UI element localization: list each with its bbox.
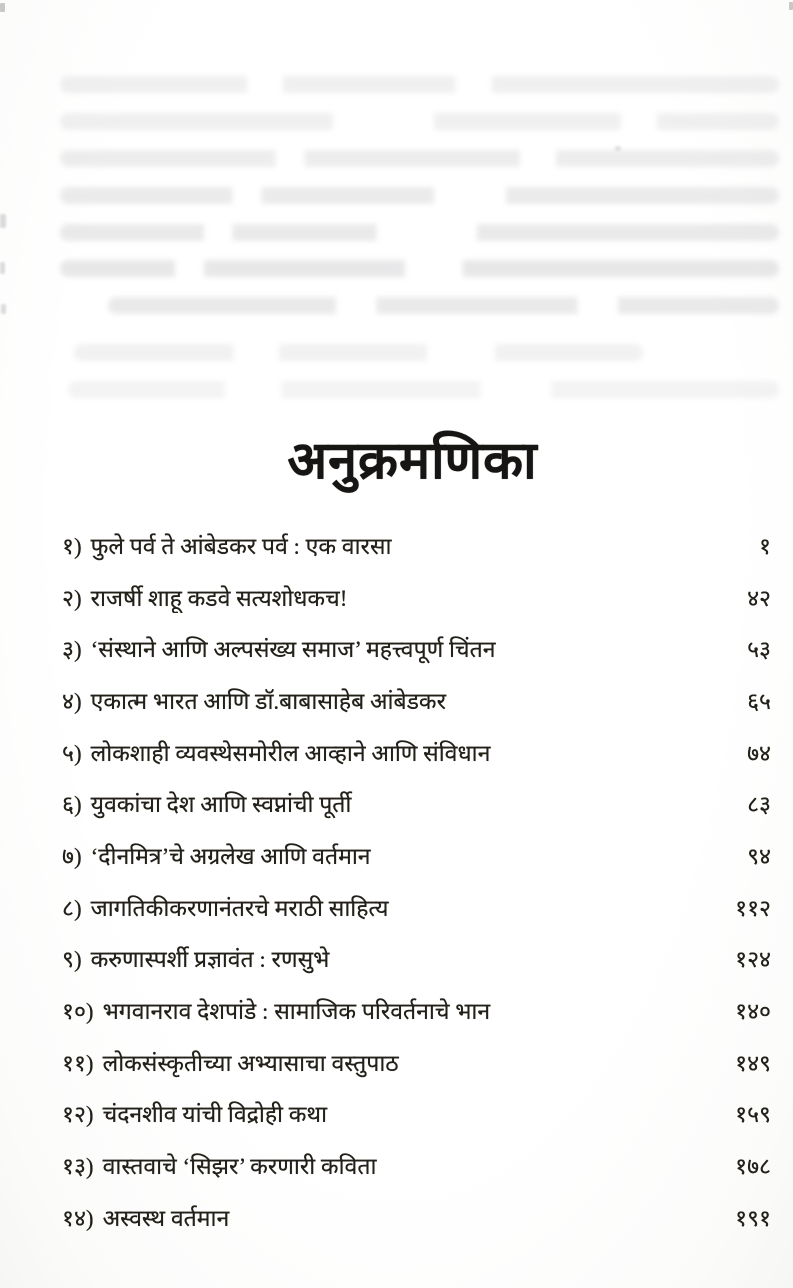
toc-entry-page: १४० — [735, 999, 771, 1025]
toc-entry-page: ६५ — [747, 688, 771, 714]
toc-entry — [62, 519, 771, 571]
bleedthrough-text-line — [60, 113, 779, 130]
bleedthrough-text-line — [108, 297, 779, 314]
toc-entry-text: अस्वस्थ वर्तमान — [102, 1205, 230, 1231]
toc-entry — [62, 674, 771, 726]
toc-entry-title — [62, 994, 723, 1026]
toc-entry-number: १) — [62, 533, 82, 559]
toc-entry-title — [62, 942, 723, 974]
toc-entry-page: ५३ — [747, 637, 771, 663]
toc-entry-text: जागतिकीकरणानंतरचे मराठी साहित्य — [90, 895, 389, 921]
scan-speck — [0, 262, 5, 274]
toc-entry-number: ७) — [62, 843, 82, 869]
toc-entry-number: १२) — [62, 1102, 94, 1128]
scan-artifact-top-left — [0, 3, 5, 12]
toc-entry-text: भगवानराव देशपांडे : सामाजिक परिवर्तनाचे भान — [102, 999, 491, 1025]
toc-entry — [62, 1036, 771, 1088]
toc-entry — [62, 829, 771, 881]
toc-entry-title — [62, 787, 735, 819]
toc-entry-text: युवकांचा देश आणि स्वप्नांची पूर्ती — [90, 792, 352, 818]
bleedthrough-text-line — [60, 187, 779, 204]
toc-entry — [62, 984, 771, 1036]
bleedthrough-text-line — [60, 150, 779, 167]
bleedthrough-text-line — [68, 381, 779, 398]
toc-entry-title — [62, 1097, 723, 1129]
toc-entry-text: ‘संस्थाने आणि अल्पसंख्य समाज’ महत्त्वपूर्ण चिंतन — [90, 637, 496, 663]
toc-entry-number: ३) — [62, 637, 82, 663]
toc-entry-text: एकात्म भारत आणि डॉ.बाबासाहेब आंबेडकर — [90, 688, 446, 714]
toc-entry-text: करुणास्पर्शी प्रज्ञावंत : रणसुभे — [90, 947, 330, 973]
toc-entry-number: १४) — [62, 1205, 94, 1231]
toc-entry-title — [62, 736, 735, 768]
toc-entry-title — [62, 529, 747, 561]
toc-entry — [62, 726, 771, 778]
toc-entry-title — [62, 891, 723, 923]
toc-entry-title — [62, 1201, 723, 1233]
toc-entry-number: २) — [62, 585, 82, 611]
bleedthrough-text-line — [60, 260, 779, 277]
toc-entry-page: ११२ — [735, 895, 771, 921]
toc-entry-text: ‘दीनमित्र’चे अग्रलेख आणि वर्तमान — [90, 843, 371, 869]
scan-speck — [0, 214, 6, 228]
page-title: अनुक्रमणिका — [287, 432, 538, 490]
toc-entry-text: राजर्षी शाहू कडवे सत्यशोधकच! — [90, 585, 348, 611]
toc-entry-number: ४) — [62, 688, 82, 714]
toc-entry-title — [62, 1046, 723, 1078]
toc-entry-title — [62, 684, 735, 716]
toc-entry — [62, 933, 771, 985]
toc-entry-title — [62, 1149, 723, 1181]
toc-entry — [62, 1088, 771, 1140]
toc-entry-page: १४९ — [735, 1050, 771, 1076]
toc-entry — [62, 1139, 771, 1191]
toc-entry-text: लोकसंस्कृतीच्या अभ्यासाचा वस्तुपाठ — [102, 1050, 399, 1076]
toc-entry — [62, 881, 771, 933]
toc-list — [62, 519, 771, 1243]
toc-entry-page: ४२ — [747, 585, 771, 611]
toc-entry-text: लोकशाही व्यवस्थेसमोरील आव्हाने आणि संविधान — [90, 740, 491, 766]
toc-entry-page: ८३ — [747, 792, 771, 818]
toc-entry-title — [62, 839, 735, 871]
bleedthrough-text-line — [60, 224, 779, 241]
bleedthrough-text-line — [60, 76, 779, 93]
toc-entry-number: ६) — [62, 792, 82, 818]
toc-entry-number: ५) — [62, 740, 82, 766]
toc-entry — [62, 571, 771, 623]
scan-artifact-top-right — [789, 2, 793, 10]
toc-entry-number: १३) — [62, 1154, 94, 1180]
toc-entry-text: फुले पर्व ते आंबेडकर पर्व : एक वारसा — [90, 533, 392, 559]
toc-entry-page: १९१ — [735, 1205, 771, 1231]
scan-speck — [1, 304, 6, 314]
toc-entry-text: वास्तवाचे ‘सिझर’ करणारी कविता — [102, 1154, 377, 1180]
bleedthrough-text-line — [74, 344, 643, 361]
toc-entry-number: ८) — [62, 895, 82, 921]
toc-entry-page: ९४ — [747, 843, 771, 869]
toc-entry-page: १ — [759, 533, 771, 559]
toc-entry-page: १५९ — [735, 1102, 771, 1128]
toc-entry-title — [62, 632, 735, 664]
toc-entry-number: ९) — [62, 947, 82, 973]
toc-entry-page: १२४ — [735, 947, 771, 973]
toc-entry — [62, 1191, 771, 1243]
toc-entry-text: चंदनशीव यांची विद्रोही कथा — [102, 1102, 328, 1128]
toc-entry-page: १७८ — [735, 1154, 771, 1180]
toc-entry — [62, 622, 771, 674]
toc-entry-number: १०) — [62, 999, 94, 1025]
toc-entry — [62, 777, 771, 829]
toc-entry-page: ७४ — [747, 740, 771, 766]
toc-entry-number: ११) — [62, 1050, 94, 1076]
toc-entry-title — [62, 581, 735, 613]
